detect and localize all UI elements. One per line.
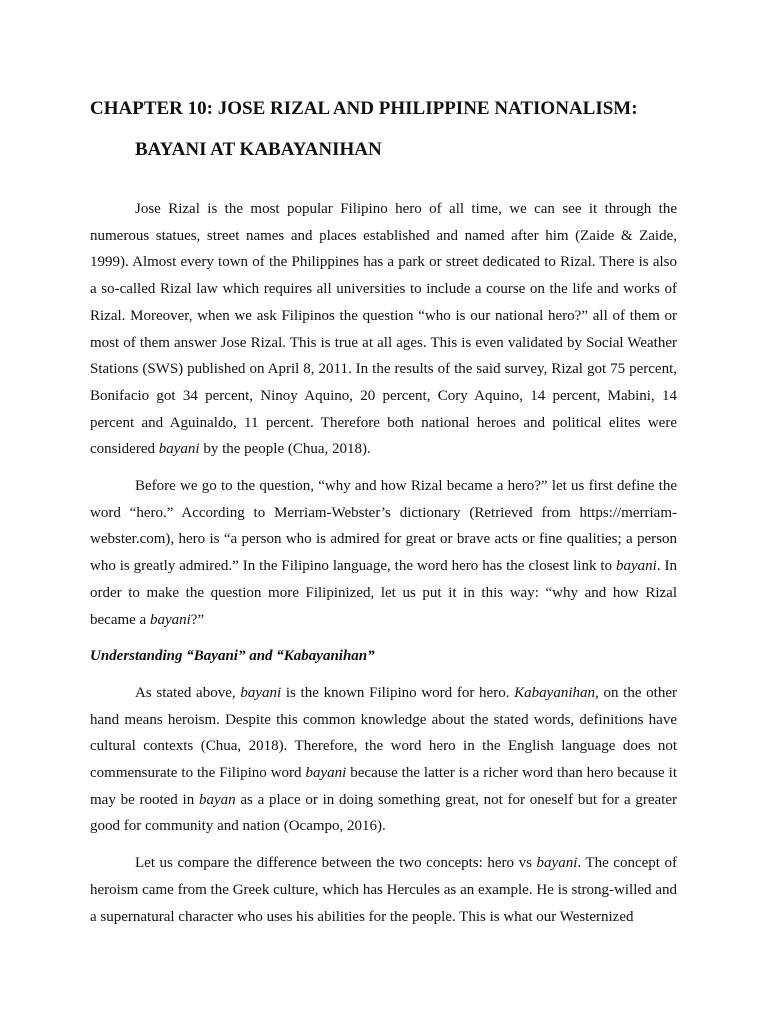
paragraph-1-text: Jose Rizal is the most popular Filipino hero of all time, we can see it through the numerous statues, street names and places established and named after him (Zaide & Zaide, 1999). Almost every town of the Philippines has a park or street dedicated to Rizal. There is also a so-called Rizal law which requires all universities to include a course on the life and works of Rizal. Moreover, when we ask Filipinos the question “who is our national hero?” all of them or most of them answer Jose Rizal. This is true at all ages. This is even validated by Social Weather Stations (SWS) published on April 8, 2011. In the results of the said survey, Rizal got 75 percent, Bonifacio got 34 percent, Ninoy Aquino, 20 percent, Cory Aquino, 14 percent, Mabini, 14 percent and Aguinaldo, 11 percent. Therefore both national heroes and political elites were considered: [90, 201, 677, 458]
paragraph-2-text: Before we go to the question, “why and how Rizal became a hero?” let us first define the word “hero.” According to Merriam-Webster’s dictionary (Retrieved from https://merriam-webster.com), hero is “a person who is admired for great or brave acts or fine qualities; a person who is greatly admired.” In the Filipino language, the word hero has the closest link to: [90, 478, 677, 575]
chapter-title-line-1: CHAPTER 10: JOSE RIZAL AND PHILIPPINE NATIONALISM:: [90, 98, 638, 119]
paragraph-3-mid-1: is the known Filipino word for hero.: [281, 684, 515, 701]
paragraph-2-emphasis-1: bayani: [616, 558, 657, 575]
paragraph-3-text: As stated above,: [135, 684, 241, 701]
paragraph-3-mid-3: because the latter is a richer word than hero because it may be rooted in: [90, 765, 677, 808]
paragraph-2-tail: ?”: [190, 611, 205, 628]
paragraph-4: [90, 850, 677, 930]
paragraph-3-tail: as a place or in doing something great, not for oneself but for a greater good for community and nation (Ocampo, 2016).: [90, 791, 677, 835]
paragraph-3-mid-2: , on the other hand means heroism. Despite this common knowledge about the stated words, definitions have cultural contexts (Chua, 2018). Therefore, the word hero in the English language does not commensurate to the Filipino word: [90, 684, 677, 782]
paragraph-4-emphasis: bayani: [536, 855, 578, 872]
paragraph-3-emphasis-2: Kabayanihan: [514, 684, 595, 701]
paragraph-3-emphasis-3: bayani: [305, 765, 347, 782]
paragraph-3-emphasis-4: bayan: [198, 791, 236, 808]
body-text: [90, 196, 677, 940]
paragraph-4-tail: . The concept of heroism came from the Greek culture, which has Hercules as an example. He is strong-willed and a supernatural character who uses his abilities for the people. This is what our Westernized: [90, 855, 678, 925]
paragraph-3-emphasis-1: bayani: [240, 684, 282, 701]
paragraph-2-mid: . In order to make the question more Filipinized, let us put it in this way: “why and how Rizal became a: [90, 558, 677, 628]
paragraph-3: [90, 680, 677, 840]
paragraph-1-emphasis: bayani: [158, 441, 200, 458]
chapter-title: [90, 93, 690, 166]
section-subheading: Understanding “Bayani” and “Kabayanihan”: [90, 648, 375, 665]
chapter-title-line-2: BAYANI AT KABAYANIHAN: [135, 139, 382, 160]
paragraph-4-text: Let us compare the difference between the two concepts: hero vs: [135, 855, 537, 872]
paragraph-1-tail: by the people (Chua, 2018).: [199, 441, 371, 458]
paragraph-2: [90, 473, 677, 633]
paragraph-2-emphasis-2: bayani: [149, 611, 191, 628]
paragraph-1: [90, 196, 677, 463]
